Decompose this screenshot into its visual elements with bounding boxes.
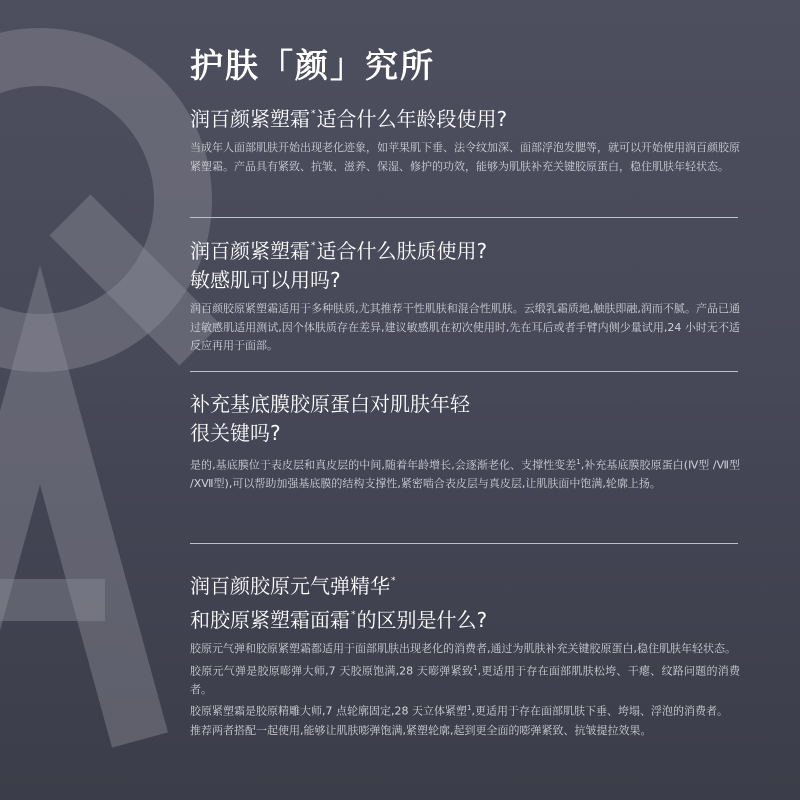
answer-paragraph: 胶原元气弹和胶原紧塑霜都适用于面部肌肤出现老化的消费者,通过为肌肤补充关键胶原蛋白,稳住肌肤年轻状态。 — [190, 642, 736, 655]
footnote-mark: 1 — [466, 704, 472, 713]
qa-section-age — [190, 100, 740, 176]
qa-section-basement-membrane — [190, 390, 740, 494]
answer-skin-type — [190, 300, 740, 356]
question-text: 润百颜紧塑霜 — [190, 239, 310, 263]
answer-paragraph — [190, 699, 740, 721]
answer-age — [190, 139, 740, 176]
a-letter-shape — [0, 375, 140, 740]
footnote-mark: 1 — [576, 458, 581, 466]
question-text: 补充基底膜胶原蛋白对肌肤年轻 — [190, 392, 470, 416]
footnote-mark: 1 — [473, 663, 478, 672]
answer-text: 当成年人面部肌肤开始出现老化迹象，如苹果肌下垂、法令纹加深、面部浮泡发腮等，就可以开始使用润百颜胶原紧塑霜。产品具有紧致、抗皱、滋养、保湿、修护的功效，能够为肌肤补充关键胶原蛋白，稳住肌肤年轻状态。 — [190, 141, 740, 173]
asterisk-mark: * — [351, 610, 356, 620]
answer-paragraph: 推荐两者搭配一起使用,能够让肌肤嘭弹饱满,紧塑轮廓,起到更全面的嘭弹紧致、抗皱提拉效果。 — [190, 723, 652, 737]
answer-basement-membrane — [190, 453, 740, 494]
answer-text: 是的,基底膜位于表皮层和真皮层的中间,随着年龄增长,会逐渐老化、支撑性变差 — [190, 458, 577, 472]
question-text: 的区别是什么? — [356, 608, 488, 632]
qa-section-product-difference — [190, 567, 740, 740]
question-text: 适合什么肤质使用? — [316, 239, 488, 263]
question-age — [190, 100, 740, 134]
asterisk-mark: * — [391, 576, 396, 586]
question-text: 润百颜紧塑霜 — [190, 107, 310, 131]
question-basement-membrane — [190, 390, 740, 448]
question-text: 和胶原紧塑霜面霜 — [190, 608, 350, 632]
divider — [190, 543, 738, 544]
page-title: 护肤「颜」究所 — [190, 46, 435, 85]
answer-product-difference — [190, 640, 740, 740]
question-product-difference — [190, 567, 740, 635]
answer-text: ,更适用于存在面部肌肤下垂、垮塌、浮泡的消费者。 — [471, 705, 728, 719]
asterisk-mark: * — [311, 109, 316, 119]
answer-paragraph — [190, 659, 740, 700]
answer-text: 胶原元气弹是胶原嘭弹大师,7 天胶原饱满,28 天嘭弹紧致 — [190, 664, 474, 678]
answer-text: 润百颜胶原紧塑霜适用于多种肤质,尤其推荐干性肌肤和混合性肌肤。云缎乳霜质地,触肤即融,润而不腻。产品已通过敏感肌适用测试,因个体肤质存在差异,建议敏感肌在初次使用时,先在耳后或者手臂内侧少量试用,24 小时无不适反应再用于面部。 — [190, 302, 740, 353]
question-text: 很关键吗? — [190, 421, 281, 445]
qa-section-skin-type — [190, 232, 740, 356]
question-text: 敏感肌可以用吗? — [190, 268, 341, 292]
asterisk-mark: * — [311, 241, 316, 251]
answer-text: ,补充基底膜胶原蛋白(Ⅳ型 /Ⅶ型 /ⅩⅦ型),可以帮助加强基底膜的结构支撑性,紧密啮合表皮层与真皮层,让肌肤面中饱满,轮廓上扬。 — [190, 458, 740, 491]
question-text: 润百颜胶原元气弹精华 — [190, 574, 390, 598]
answer-text: ,更适用于存在面部肌肤松垮、干瘪、纹路问题的消费者。 — [190, 664, 740, 696]
divider — [190, 217, 738, 218]
question-skin-type — [190, 232, 740, 295]
divider — [190, 371, 738, 372]
question-text: 适合什么年龄段使用? — [316, 107, 508, 131]
answer-text: 胶原紧塑霜是胶原精雕大师,7 点轮廓固定,28 天立体紧塑 — [190, 705, 467, 719]
